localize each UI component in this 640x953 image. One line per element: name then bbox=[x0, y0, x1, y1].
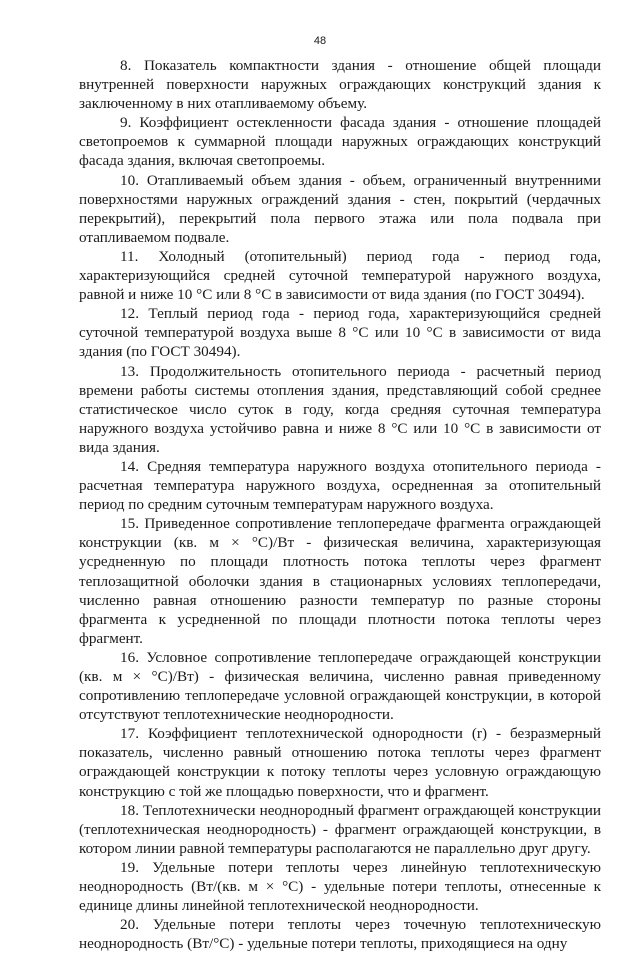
paragraph-15: 15. Приведенное сопротивление теплопередаче фрагмента ограждающей конструкции (кв. м × °С)/Вт - физическая величина, характеризующая усредненную по площади плотность потока теплоты через фрагмент теплозащитной оболочки здания в стационарных условиях теплопередачи, численно равная отношению разности температур по разные стороны фрагмента к усредненной по площади плотности потока теплоты через фрагмент. bbox=[79, 515, 601, 647]
paragraph-12: 12. Теплый период года - период года, характеризующийся средней суточной температурой воздуха выше 8 °С или 10 °С в зависимости от вида здания (по ГОСТ 30494). bbox=[79, 305, 601, 361]
paragraph-14: 14. Средняя температура наружного воздуха отопительного периода - расчетная температура наружного воздуха, осредненная за отопительный период по средним суточным температурам наружного воздуха. bbox=[79, 457, 601, 514]
paragraph-17: 17. Коэффициент теплотехнической однородности (r) - безразмерный показатель, численно равный отношению потока теплоты через фрагмент ограждающей конструкции к потоку теплоты через условную ограждающую конструкцию с той же площадью поверхности, что и фрагмент. bbox=[79, 725, 601, 800]
paragraph-11: 11. Холодный (отопительный) период года - период года, характеризующийся средней суточной температурой наружного воздуха, равной и ниже 10 °С или 8 °С в зависимости от вида здания (по ГОСТ 30494). bbox=[79, 247, 601, 304]
paragraph-13: 13. Продолжительность отопительного периода - расчетный период времени работы системы отопления здания, представляющий собой среднее статистическое число суток в году, когда средняя суточная температура наружного воздуха устойчиво равна и ниже 8 °С или 10 °С в зависимости от вида здания. bbox=[79, 362, 601, 456]
paragraph-16: 16. Условное сопротивление теплопередаче ограждающей конструкции (кв. м × °С)/Вт) - физическая величина, численно равная приведенному сопротивлению теплопередаче условной ограждающей конструкции, в которой отсутствуют теплотехнические неоднородности. bbox=[79, 648, 601, 724]
document-body bbox=[79, 56, 601, 953]
paragraph-9: 9. Коэффициент остекленности фасада здания - отношение площадей светопроемов к суммарной площади наружных ограждающих конструкций фасада здания, включая светопроемы. bbox=[79, 114, 601, 170]
paragraph-18: 18. Теплотехнически неоднородный фрагмент ограждающей конструкции (теплотехническая неоднородность) - фрагмент ограждающей конструкции, в котором линии равной температуры располагаются не параллельно друг другу. bbox=[79, 801, 601, 857]
paragraph-10: 10. Отапливаемый объем здания - объем, ограниченный внутренними поверхностями наружных ограждений здания - стен, покрытий (чердачных перекрытий), перекрытий пола первого этажа или пола подвала при отапливаемом подвале. bbox=[79, 171, 601, 246]
paragraph-20: 20. Удельные потери теплоты через точечную теплотехническую неоднородность (Вт/°С) - удельные потери теплоты, приходящиеся на одну bbox=[79, 916, 601, 953]
page-number: 48 bbox=[313, 35, 327, 47]
paragraph-19: 19. Удельные потери теплоты через линейную теплотехническую неоднородность (Вт/(кв. м × °С) - удельные потери теплоты, отнесенные к единице длины линейной теплотехнической неоднородности. bbox=[79, 858, 601, 915]
paragraph-8: 8. Показатель компактности здания - отношение общей площади внутренней поверхности наружных ограждающих конструкций здания к заключенному в них отапливаемому объему. bbox=[79, 57, 601, 113]
